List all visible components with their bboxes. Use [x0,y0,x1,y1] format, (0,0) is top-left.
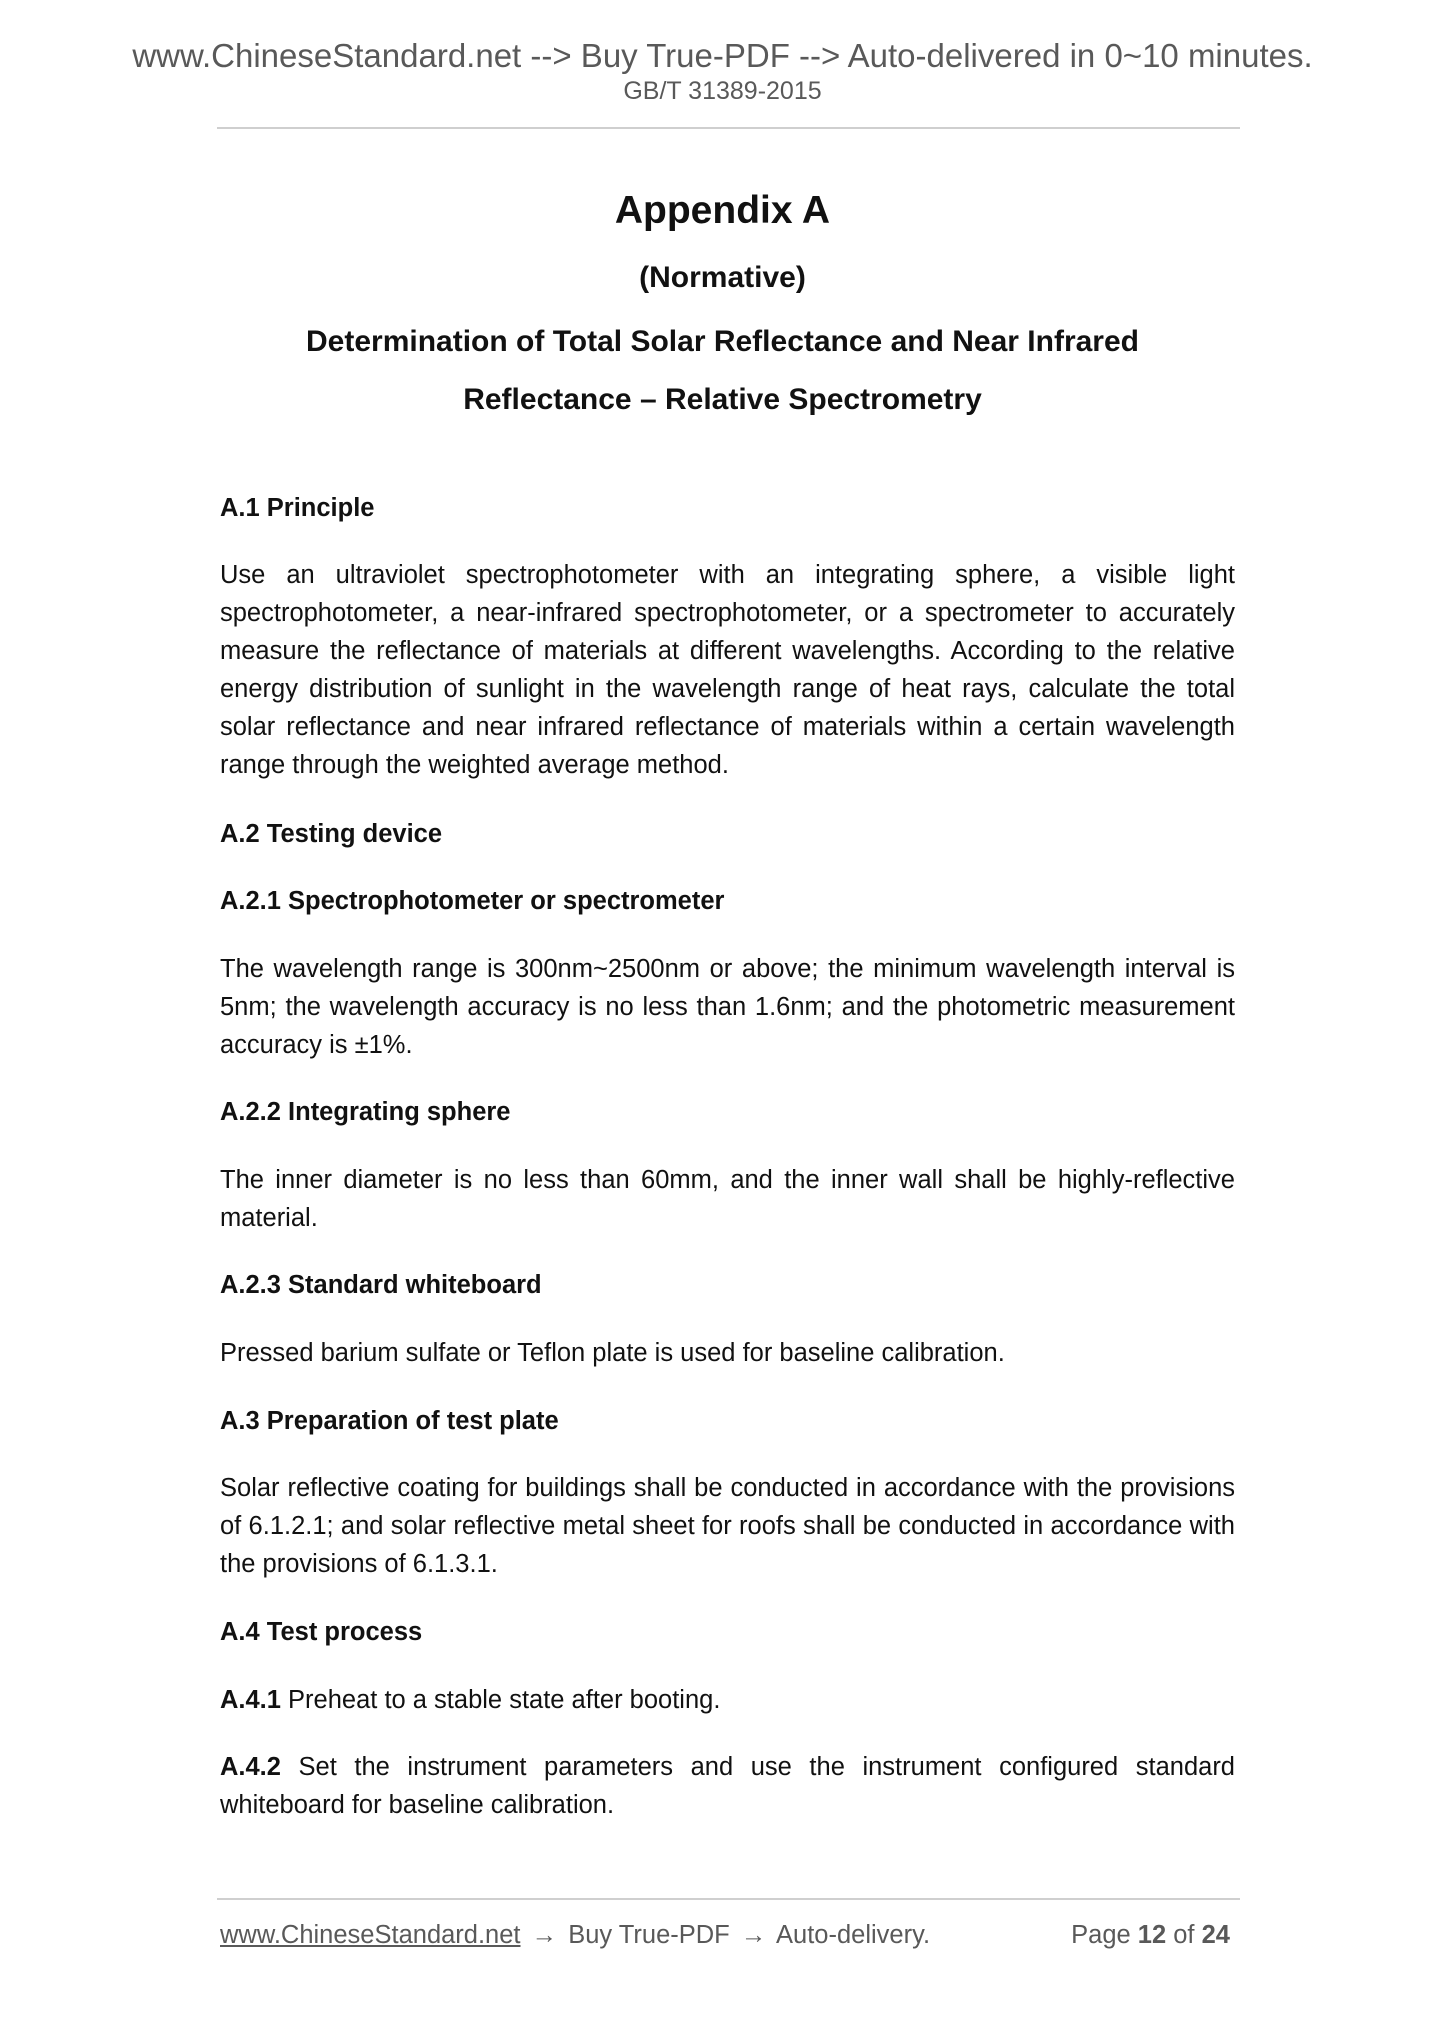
section-a42-paragraph [220,1748,1235,1824]
page-label: Page [1071,1921,1131,1949]
document-title [0,313,1445,429]
top-banner[interactable]: www.ChineseStandard.net --> Buy True-PDF --> Auto-delivered in 0~10 minutes. [132,37,1313,74]
section-a22-text: The inner diameter is no less than 60mm, and the inner wall shall be highly-reflective material. [220,1166,1235,1232]
section-a21-heading: A.2.1 Spectrophotometer or spectrometer [220,887,725,915]
section-a3-heading: A.3 Preparation of test plate [220,1407,559,1435]
section-a41-text: Preheat to a stable state after booting. [288,1686,721,1714]
header-divider [217,127,1240,129]
footer-delivery-text: Auto-delivery. [776,1921,931,1949]
normative-label: (Normative) [639,261,806,294]
page-number [1071,1915,1230,1955]
section-a21-text: The wavelength range is 300nm~2500nm or above; the minimum wavelength interval is 5nm; the wavelength accuracy is no less than 1.6nm; and the photometric measurement accuracy is ±1%. [220,955,1235,1059]
footer-divider [217,1898,1240,1900]
section-a42-label: A.4.2 [220,1753,281,1781]
section-a41-label: A.4.1 [220,1686,281,1714]
appendix-title: Appendix A [614,189,831,232]
section-a3-text: Solar reflective coating for buildings shall be conducted in accordance with the provisions of 6.1.2.1; and solar reflective metal sheet for roofs shall be conducted in accordance with the provisions of 6.1.3.1. [220,1474,1235,1578]
section-a2-heading: A.2 Testing device [220,820,443,848]
section-a42-text: Set the instrument parameters and use the instrument configured standard whiteboard for baseline calibration. [220,1753,1235,1819]
page-of: of [1173,1921,1195,1949]
section-a22-heading: A.2.2 Integrating sphere [220,1098,511,1126]
page-footer [220,1915,1230,1955]
section-a41-paragraph [220,1681,1235,1719]
arrow-right-icon: → [740,1921,767,1949]
document-title-line-1: Determination of Total Solar Reflectance and Near Infrared [306,325,1139,358]
footer-website-link[interactable]: www.ChineseStandard.net [220,1921,521,1949]
section-a1-heading: A.1 Principle [220,494,375,522]
section-a23-text: Pressed barium sulfate or Teflon plate is used for baseline calibration. [220,1339,1005,1367]
standard-code: GB/T 31389-2015 [623,77,822,105]
page-current: 12 [1137,1921,1167,1949]
section-a1-text: Use an ultraviolet spectrophotometer with an integrating sphere, a visible light spectrophotometer, a near-infrared spectrophotometer, or a spectrometer to accurately measure the reflectance of materials at different wavelengths. According to the relative energy distribution of sunlight in the wavelength range of heat rays, calculate the total solar reflectance and near infrared reflectance of materials within a certain wavelength range through the weighted average method. [220,561,1235,779]
arrow-right-icon: → [531,1921,558,1949]
footer-buy-text: Buy True-PDF [568,1921,730,1949]
section-a23-heading: A.2.3 Standard whiteboard [220,1271,542,1299]
section-a4-heading: A.4 Test process [220,1618,423,1646]
document-title-line-2: Reflectance – Relative Spectrometry [463,383,982,416]
page-total: 24 [1201,1921,1230,1949]
